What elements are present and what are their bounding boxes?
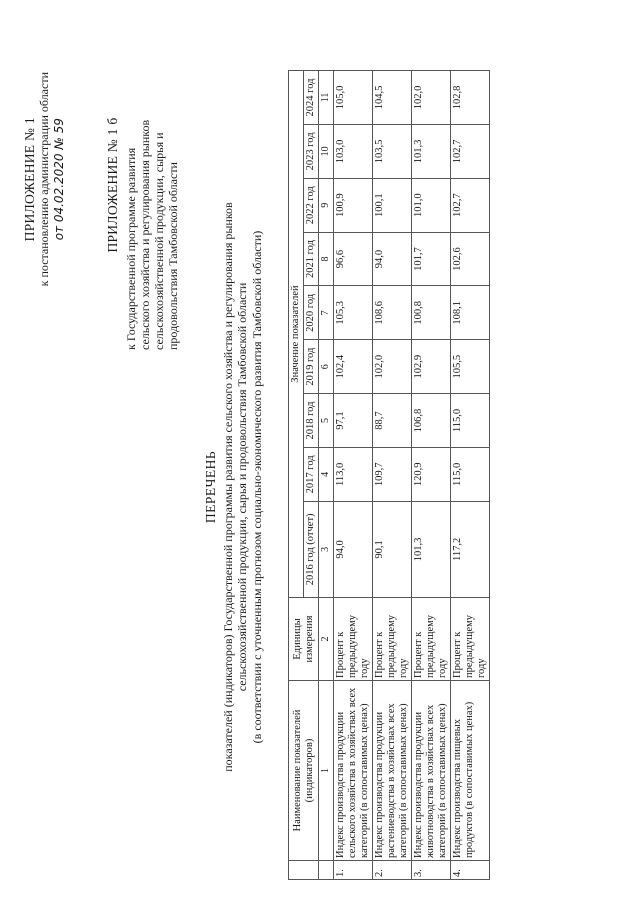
appendix-2-line: к Государственной программе развития [124, 147, 138, 350]
table-row [451, 71, 490, 880]
row-value: 120,9 [412, 447, 451, 501]
column-index: 11 [319, 71, 334, 125]
appendix-2-block [106, 20, 180, 350]
row-unit: Процент к предыдущему году [334, 598, 373, 681]
row-name: Индекс производства продукции сельского хозяйства в хозяйствах всех категорий (в сопоставимых ценах) [334, 681, 373, 861]
row-name: Индекс производства продукции животноводства в хозяйствах всех категорий (в сопоставимых ценах) [412, 681, 451, 861]
year-header: 2023 год [304, 124, 319, 178]
column-index: 3 [319, 501, 334, 597]
row-unit: Процент к предыдущему году [451, 598, 490, 681]
year-header: 2018 год [304, 394, 319, 448]
row-value: 100,8 [412, 286, 451, 340]
year-header: 2024 год [304, 71, 319, 125]
row-name: Индекс производства продукции растениеводства в хозяйствах всех категорий (в сопоставимых ценах) [373, 681, 412, 861]
row-number: 1. [334, 861, 373, 880]
table-row [373, 71, 412, 880]
column-index: 6 [319, 340, 334, 394]
row-value: 115,0 [451, 447, 490, 501]
column-index [319, 861, 334, 880]
row-value: 115,0 [451, 394, 490, 448]
document-title-line: (в соответствии с уточненным прогнозом социально-экономического развития Тамбовской области) [249, 230, 264, 744]
row-name: Индекс производства пищевых продуктов (в сопоставимых ценах) [451, 681, 490, 861]
table-header-values: Значение показателей [289, 71, 304, 598]
row-value: 102,8 [451, 71, 490, 125]
row-value: 102,4 [334, 340, 373, 394]
column-index: 1 [319, 681, 334, 861]
row-value: 101,7 [412, 232, 451, 286]
column-index: 8 [319, 232, 334, 286]
row-value: 102,7 [451, 178, 490, 232]
row-value: 108,6 [373, 286, 412, 340]
table-header-name: Наименование показателей (индикаторов) [289, 681, 319, 861]
column-index: 5 [319, 394, 334, 448]
document-title [204, 187, 264, 787]
row-value: 102,6 [451, 232, 490, 286]
column-index: 9 [319, 178, 334, 232]
column-index: 2 [319, 598, 334, 681]
row-value: 105,0 [334, 71, 373, 125]
appendix-1-line: к постановлению администрации области [37, 72, 51, 287]
column-index-row [319, 71, 334, 880]
appendix-1-title: ПРИЛОЖЕНИЕ № 1 [22, 117, 37, 242]
row-unit: Процент к предыдущему году [412, 598, 451, 681]
row-value: 102,0 [412, 71, 451, 125]
row-value: 101,3 [412, 501, 451, 597]
row-value: 104,5 [373, 71, 412, 125]
appendix-1-signature: от 04.02.2020 № 59 [52, 118, 66, 241]
row-value: 90,1 [373, 501, 412, 597]
table-row [412, 71, 451, 880]
appendix-2-line: сельского хозяйства и регулирования рынков [138, 119, 152, 350]
table-row [334, 71, 373, 880]
indicators-table [288, 70, 490, 880]
year-header: 2019 год [304, 340, 319, 394]
row-number: 4. [451, 861, 490, 880]
row-value: 102,0 [373, 340, 412, 394]
row-value: 101,0 [412, 178, 451, 232]
row-value: 105,3 [334, 286, 373, 340]
table-header-number [289, 861, 319, 880]
column-index: 10 [319, 124, 334, 178]
year-header: 2017 год [304, 447, 319, 501]
column-index: 4 [319, 447, 334, 501]
row-number: 2. [373, 861, 412, 880]
row-number: 3. [412, 861, 451, 880]
row-value: 113,0 [334, 447, 373, 501]
year-header: 2020 год [304, 286, 319, 340]
year-header: 2021 год [304, 232, 319, 286]
row-value: 101,3 [412, 124, 451, 178]
column-index: 7 [319, 286, 334, 340]
row-value: 102,7 [451, 124, 490, 178]
appendix-2-line: продовольствия Тамбовской области [166, 162, 180, 350]
row-value: 102,9 [412, 340, 451, 394]
row-value: 105,5 [451, 340, 490, 394]
appendix-1-block [22, 72, 67, 286]
document-title-line: показателей (индикаторов) Государственной программы развития сельского хозяйства и регулирования рынков [220, 202, 235, 772]
row-value: 94,0 [373, 232, 412, 286]
appendix-2-line: сельскохозяйственной продукции, сырья и [152, 132, 166, 350]
table-header-unit: Единицы измерения [289, 598, 319, 681]
row-value: 100,9 [334, 178, 373, 232]
row-value: 88,7 [373, 394, 412, 448]
row-value: 94,0 [334, 501, 373, 597]
row-value: 109,7 [373, 447, 412, 501]
document-heading: ПЕРЕЧЕНЬ [203, 450, 218, 524]
row-value: 96,6 [334, 232, 373, 286]
row-value: 103,5 [373, 124, 412, 178]
document-title-line: сельскохозяйственной продукции, сырья и продовольствия Тамбовской области [235, 282, 249, 692]
year-header: 2022 год [304, 178, 319, 232]
row-value: 117,2 [451, 501, 490, 597]
row-value: 103,0 [334, 124, 373, 178]
year-header: 2016 год (отчет) [304, 501, 319, 597]
row-unit: Процент к предыдущему году [373, 598, 412, 681]
appendix-2-title: ПРИЛОЖЕНИЕ № 1 б [105, 117, 120, 253]
row-value: 106,8 [412, 394, 451, 448]
row-value: 108,1 [451, 286, 490, 340]
row-value: 100,1 [373, 178, 412, 232]
table-header-row [289, 71, 304, 880]
row-value: 97,1 [334, 394, 373, 448]
